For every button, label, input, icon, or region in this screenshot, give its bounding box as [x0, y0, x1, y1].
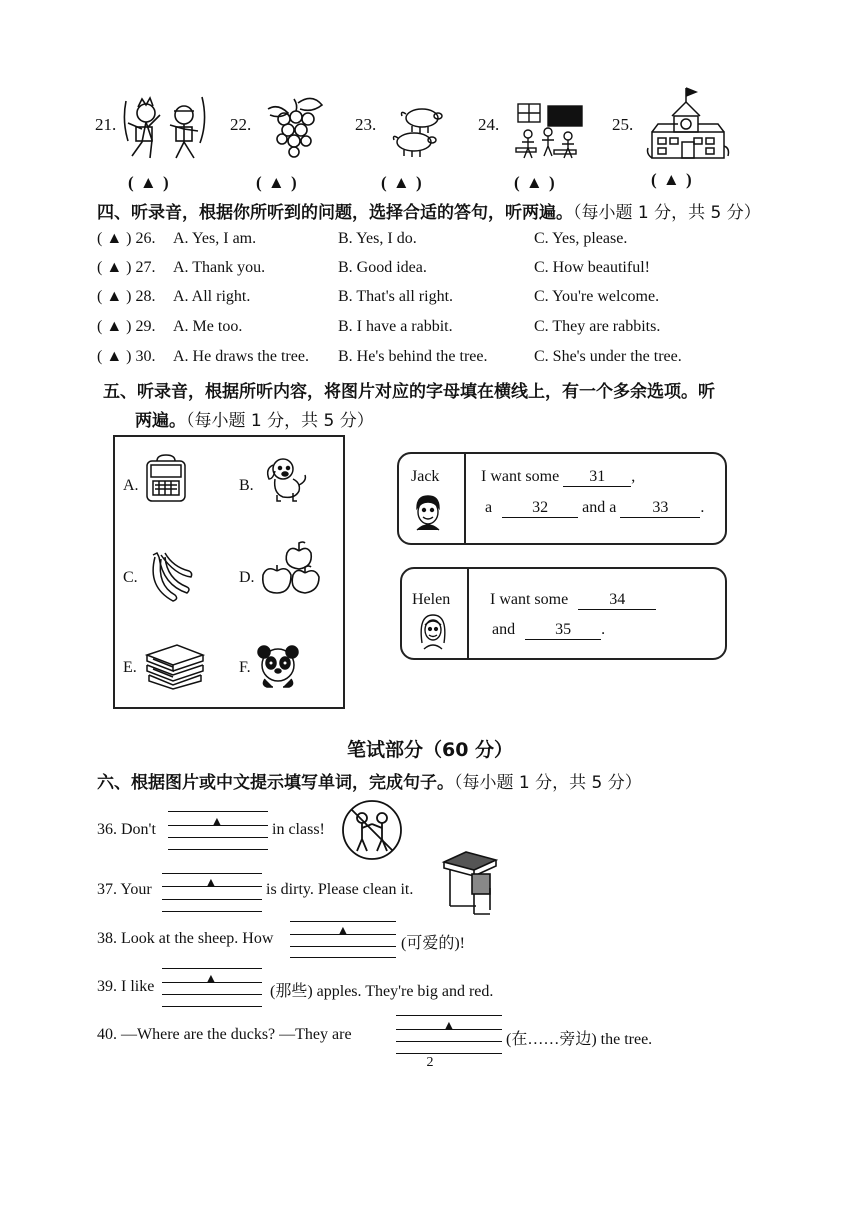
q39-prefix: 39. I like — [97, 978, 155, 995]
helen-line-2 — [492, 621, 605, 640]
girl-face-icon — [418, 613, 448, 651]
section-5-heading-line1: 五、听录音，根据所听内容，将图片对应的字母填在横线上，有一个多余选项。听 — [103, 382, 715, 402]
dog-icon — [261, 455, 309, 505]
question-28-number[interactable]: ( ▲ ) 28. — [97, 288, 156, 305]
written-part-title: 笔试部分（60 分） — [346, 739, 514, 761]
q38-prefix: 38. Look at the sheep. How — [97, 930, 274, 947]
q38-marker: ▲ — [336, 924, 350, 939]
answer-24[interactable]: ( ▲ ) — [514, 173, 556, 192]
section-5-title-cont: 两遍。 — [135, 411, 186, 431]
option-30-a: A. He draws the tree. — [173, 348, 309, 365]
jack-line2-and: and a — [582, 499, 617, 516]
option-27-c: C. How beautiful! — [534, 259, 650, 276]
blank-34[interactable]: 34 — [578, 591, 656, 610]
section-5-heading-line2 — [135, 406, 374, 431]
jack-line2-a: a — [485, 499, 493, 516]
school-building-icon — [646, 86, 732, 162]
answer-22[interactable]: ( ▲ ) — [256, 173, 298, 192]
children-playing-icon — [118, 93, 210, 165]
helen-line-1 — [490, 591, 656, 610]
q39-suffix: (那些) apples. They're big and red. — [270, 983, 494, 1000]
option-30-b: B. He's behind the tree. — [338, 348, 488, 365]
q36-marker: ▲ — [210, 815, 224, 830]
question-27-number[interactable]: ( ▲ ) 27. — [97, 259, 156, 276]
section-4-heading — [97, 198, 761, 223]
jack-card-divider — [464, 454, 466, 543]
q40-marker: ▲ — [442, 1019, 456, 1034]
pigs-icon — [388, 100, 450, 160]
jack-line1-text: I want some — [481, 468, 560, 485]
option-28-b: B. That's all right. — [338, 288, 454, 305]
helen-line1-text: I want some — [490, 591, 569, 608]
classroom-icon — [514, 100, 586, 162]
section-6-title: 六、根据图片或中文提示填写单词，完成句子。 — [97, 773, 454, 793]
grapes-icon — [264, 95, 326, 159]
option-27-a: A. Thank you. — [173, 259, 266, 276]
helen-card-divider — [467, 569, 469, 658]
blank-33[interactable]: 33 — [620, 499, 700, 518]
picture-options-box — [113, 435, 345, 709]
section-6-heading — [97, 768, 642, 793]
section-4-points: （每小题 1 分，共 5 分） — [573, 203, 761, 223]
q38-suffix: (可爱的)! — [401, 935, 465, 952]
option-c-label: C. — [123, 569, 138, 586]
answer-21[interactable]: ( ▲ ) — [128, 173, 170, 192]
jack-line2-period: . — [700, 499, 705, 516]
q40-prefix: 40. —Where are the ducks? —They are — [97, 1026, 352, 1043]
helen-name: Helen — [412, 591, 451, 608]
q36-suffix: in class! — [272, 821, 325, 838]
helen-line2-and: and — [492, 621, 516, 638]
q40-writing-lines[interactable] — [396, 1015, 502, 1055]
option-26-a: A. Yes, I am. — [173, 230, 257, 247]
jack-card — [397, 452, 727, 545]
option-f-label: F. — [239, 659, 251, 676]
q37-suffix: is dirty. Please clean it. — [266, 881, 414, 898]
books-icon — [143, 641, 205, 691]
blank-32[interactable]: 32 — [502, 499, 578, 518]
section-4-title: 四、听录音，根据你所听到的问题，选择合适的答句，听两遍。 — [97, 203, 573, 223]
bananas-icon — [145, 549, 195, 605]
option-a-label: A. — [123, 477, 139, 494]
desk-icon — [440, 848, 498, 918]
q37-writing-lines[interactable] — [162, 873, 262, 913]
option-29-a: A. Me too. — [173, 318, 243, 335]
blank-35[interactable]: 35 — [525, 621, 601, 640]
item-24-number: 24. — [478, 115, 500, 134]
option-b-label: B. — [239, 477, 254, 494]
section-6-points: （每小题 1 分，共 5 分） — [454, 773, 642, 793]
answer-23[interactable]: ( ▲ ) — [381, 173, 423, 192]
question-30-number[interactable]: ( ▲ ) 30. — [97, 348, 156, 365]
helen-line2-period: . — [601, 621, 606, 638]
answer-25[interactable]: ( ▲ ) — [651, 170, 693, 189]
jack-line-1 — [481, 468, 635, 487]
schoolbag-icon — [143, 453, 189, 505]
option-28-a: A. All right. — [173, 288, 251, 305]
q37-marker: ▲ — [204, 876, 218, 891]
option-30-c: C. She's under the tree. — [534, 348, 682, 365]
q37-prefix: 37. Your — [97, 881, 152, 898]
item-25-number: 25. — [612, 115, 634, 134]
jack-line1-comma: , — [631, 468, 636, 485]
q40-suffix: (在……旁边) the tree. — [506, 1031, 653, 1048]
helen-card — [400, 567, 727, 660]
no-fighting-sign-icon — [340, 798, 404, 862]
option-29-c: C. They are rabbits. — [534, 318, 661, 335]
jack-name: Jack — [411, 468, 440, 485]
item-23-number: 23. — [355, 115, 377, 134]
q38-writing-lines[interactable] — [290, 921, 396, 959]
panda-icon — [255, 643, 301, 689]
blank-31[interactable]: 31 — [563, 468, 631, 487]
apples-icon — [259, 537, 325, 601]
option-e-label: E. — [123, 659, 137, 676]
question-29-number[interactable]: ( ▲ ) 29. — [97, 318, 156, 335]
option-27-b: B. Good idea. — [338, 259, 427, 276]
boy-face-icon — [413, 494, 443, 534]
q36-prefix: 36. Don't — [97, 821, 156, 838]
option-26-b: B. Yes, I do. — [338, 230, 417, 247]
page-number: 2 — [426, 1055, 434, 1070]
option-26-c: C. Yes, please. — [534, 230, 628, 247]
option-29-b: B. I have a rabbit. — [338, 318, 453, 335]
q39-writing-lines[interactable] — [162, 968, 262, 1008]
option-d-label: D. — [239, 569, 255, 586]
item-22-number: 22. — [230, 115, 252, 134]
option-28-c: C. You're welcome. — [534, 288, 660, 305]
section-5-points: （每小题 1 分，共 5 分） — [186, 411, 374, 431]
item-21-number: 21. — [95, 115, 117, 134]
q39-marker: ▲ — [204, 972, 218, 987]
jack-line-2 — [485, 499, 704, 518]
question-26-number[interactable]: ( ▲ ) 26. — [97, 230, 156, 247]
q36-writing-lines[interactable] — [168, 811, 268, 851]
